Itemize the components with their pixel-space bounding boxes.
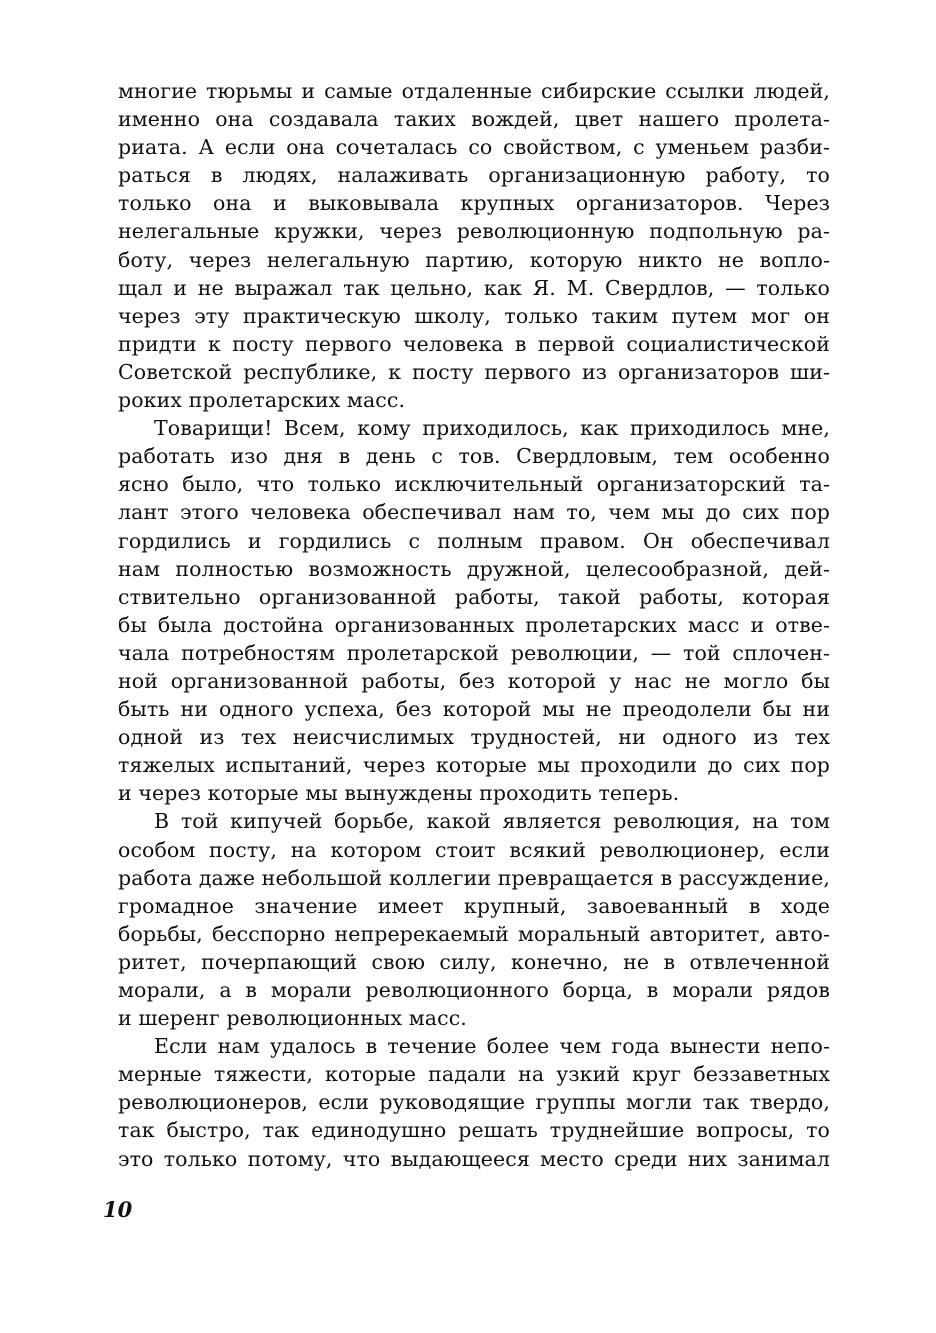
body-text	[118, 77, 830, 1173]
text-line: громадное значение имеет крупный, завоеванный в ходе	[118, 893, 830, 918]
text-line: тяжелых испытаний, через которые мы проходили до сих пор	[118, 753, 830, 778]
text-line: риата. А если она сочеталась со свойством, с уменьем разби-	[118, 135, 830, 160]
text-line: ствительно организованной работы, такой работы, которая	[118, 584, 830, 609]
text-line: ритет, почерпающий свою силу, конечно, не в отвлеченной	[118, 949, 830, 974]
page-number: 10	[103, 1197, 133, 1222]
text-line: нам полностью возможность дружной, целесообразной, дей-	[118, 556, 830, 581]
text-line: только она и выковывала крупных организаторов. Через	[118, 191, 830, 216]
text-line: нелегальные кружки, через революционную подпольную ра-	[118, 219, 830, 244]
text-line: работа даже небольшой коллегии превращается в рассуждение,	[118, 865, 830, 890]
text-line: раться в людях, налаживать организационную работу, то	[118, 163, 830, 188]
text-line: особом посту, на котором стоит всякий революционер, если	[118, 837, 830, 862]
paragraph-start-line: В той кипучей борьбе, какой является революция, на том	[154, 809, 830, 834]
text-line: и через которые мы вынуждены проходить теперь.	[118, 781, 680, 806]
text-line: борьбы, бесспорно непререкаемый моральный авторитет, авто-	[118, 921, 830, 946]
text-line: ной организованной работы, без которой у нас не могло бы	[118, 668, 830, 693]
text-line: щал и не выражал так цельно, как Я. М. Свердлов, — только	[118, 275, 830, 300]
text-line: работать изо дня в день с тов. Свердловым, тем особенно	[118, 444, 830, 469]
text-line: бы была достойна организованных пролетарских масс и отве-	[118, 612, 830, 637]
text-line: гордились и гордились с полным правом. Он обеспечивал	[118, 528, 830, 553]
text-line: через эту практическую школу, только таким путем мог он	[118, 303, 830, 328]
text-line: морали, а в морали революционного борца, в морали рядов	[118, 978, 830, 1002]
text-line: ясно было, что только исключительный организаторский та-	[118, 472, 830, 497]
text-line: чала потребностям пролетарской революции, — той сплочен-	[118, 640, 830, 665]
text-line: именно она создавала таких вождей, цвет нашего пролета-	[118, 107, 830, 132]
text-line: и шеренг революционных масс.	[118, 1006, 467, 1031]
paragraph-start-line: Если нам удалось в течение более чем года вынести непо-	[154, 1034, 830, 1059]
text-line: боту, через нелегальную партию, которую никто не вопло-	[118, 247, 830, 272]
text-line: мерные тяжести, которые падали на узкий круг беззаветных	[118, 1062, 830, 1087]
paragraph-start-line: Товарищи! Всем, кому приходилось, как приходилось мне,	[154, 416, 830, 441]
text-line: это только потому, что выдающееся место среди них занимал	[118, 1146, 830, 1171]
text-line: придти к посту первого человека в первой социалистической	[118, 331, 830, 356]
text-line: быть ни одного успеха, без которой мы не преодолели бы ни	[118, 697, 830, 722]
text-line: роких пролетарских масс.	[118, 388, 406, 413]
text-line: так быстро, так единодушно решать труднейшие вопросы, то	[118, 1118, 830, 1143]
text-line: революционеров, если руководящие группы могли так твердо,	[118, 1090, 830, 1115]
text-line: многие тюрьмы и самые отдаленные сибирские ссылки людей,	[118, 79, 830, 103]
text-line: одной из тех неисчислимых трудностей, ни одного из тех	[118, 725, 830, 750]
text-line: лант этого человека обеспечивал нам то, чем мы до сих пор	[118, 500, 830, 525]
text-line: Советской республике, к посту первого из организаторов ши-	[118, 359, 830, 384]
